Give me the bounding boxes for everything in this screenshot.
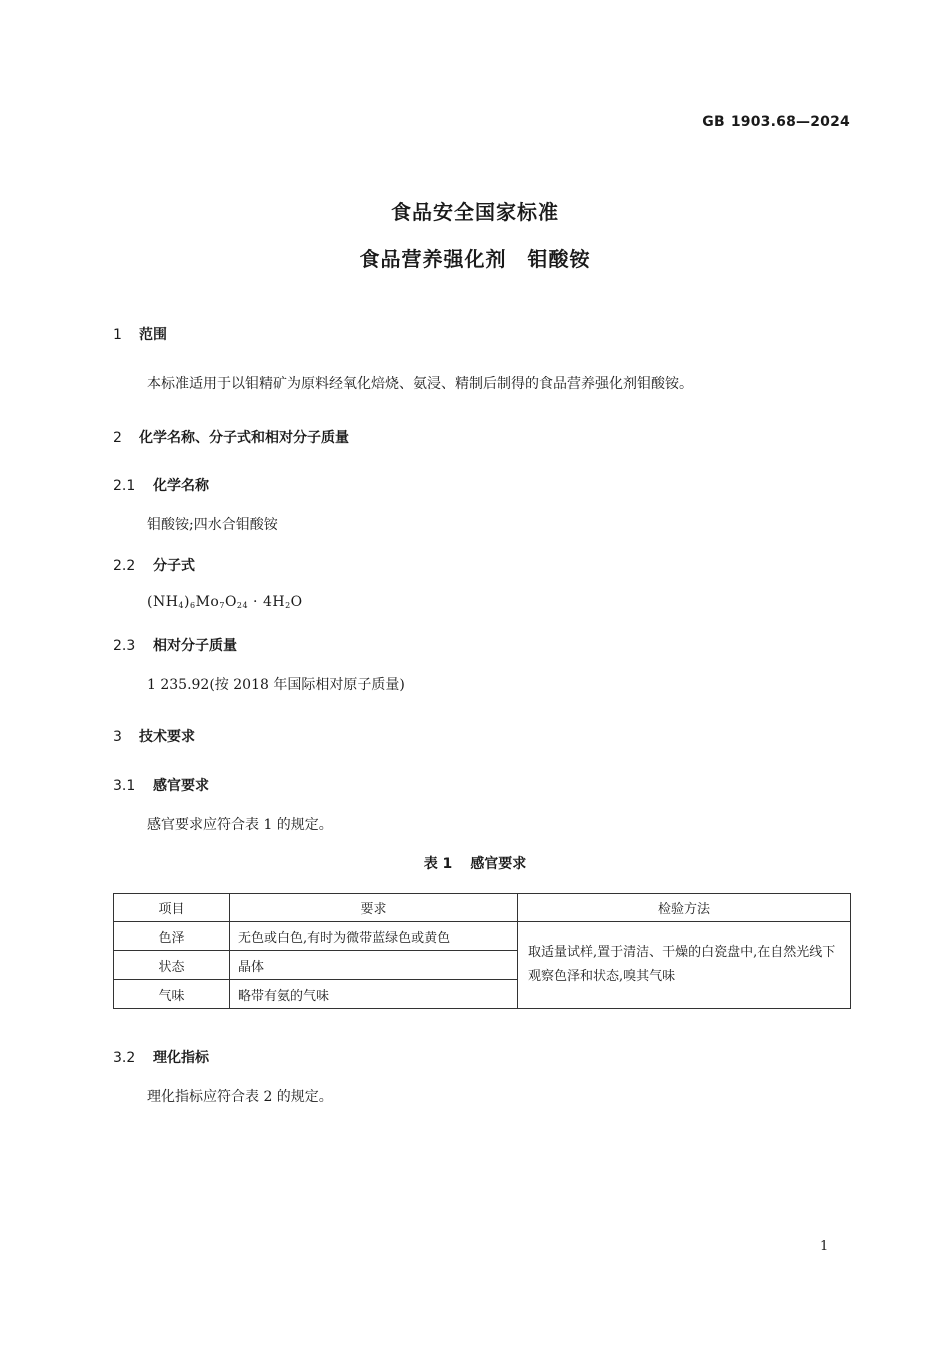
table-label: 表 1 (423, 856, 453, 872)
column-header: 要求 (230, 894, 518, 922)
section-number: 3.1 (113, 778, 136, 794)
requirement-cell: 略带有氨的气味 (230, 980, 518, 1009)
section-3-2-text: 理化指标应符合表 2 的规定。 (147, 1089, 333, 1105)
requirement-cell: 晶体 (230, 951, 518, 980)
document-subtitle: 食品营养强化剂 钼酸铵 (359, 247, 591, 271)
table-1-caption (0, 853, 950, 873)
chemical-name: 钼酸铵;四水合钼酸铵 (147, 517, 278, 533)
section-2-heading (113, 427, 349, 447)
item-cell: 色泽 (114, 922, 230, 951)
section-3-heading (113, 726, 195, 746)
section-title: 分子式 (153, 558, 195, 574)
section-2-3-heading (113, 635, 237, 655)
section-2-2-heading (113, 555, 195, 575)
section-number: 2.2 (113, 558, 136, 574)
document-title: 食品安全国家标准 (391, 200, 559, 224)
section-3-1-text: 感官要求应符合表 1 的规定。 (147, 817, 333, 833)
item-cell: 状态 (114, 951, 230, 980)
column-header: 项目 (114, 894, 230, 922)
section-3-1-heading (113, 775, 209, 795)
table-header-row (114, 894, 851, 922)
sensory-requirements-table (113, 893, 851, 1009)
requirement-cell: 无色或白色,有时为微带蓝绿色或黄色 (230, 922, 518, 951)
section-title: 化学名称、分子式和相对分子质量 (139, 430, 349, 446)
section-2-1-heading (113, 475, 209, 495)
standard-code (702, 114, 850, 130)
section-title: 理化指标 (153, 1050, 209, 1066)
section-number: 2 (113, 430, 122, 446)
column-header: 检验方法 (518, 894, 851, 922)
item-cell: 气味 (114, 980, 230, 1009)
section-1-text: 本标准适用于以钼精矿为原料经氧化焙烧、氨浸、精制后制得的食品营养强化剂钼酸铵。 (147, 376, 693, 392)
table-row (114, 922, 851, 951)
section-title: 化学名称 (153, 478, 209, 494)
section-title: 技术要求 (139, 729, 195, 745)
molecular-formula: $(NH_4)_6Mo_7O_{24} \cdot 4H_2O$ (147, 594, 303, 610)
section-number: 3 (113, 729, 122, 745)
method-cell: 取适量试样,置于清洁、干燥的白瓷盘中,在自然光线下观察色泽和状态,嗅其气味 (518, 922, 851, 1009)
section-3-2-heading (113, 1047, 209, 1067)
section-number: 1 (113, 327, 122, 343)
section-title: 范围 (139, 327, 167, 343)
section-title: 感官要求 (153, 778, 209, 794)
section-number: 2.3 (113, 638, 136, 654)
table-title: 感官要求 (470, 856, 527, 872)
page-number: 1 (820, 1239, 829, 1254)
standard-number: 1903.68—2024 (730, 114, 850, 130)
section-number: 2.1 (113, 478, 136, 494)
standard-prefix: GB (702, 114, 725, 130)
section-number: 3.2 (113, 1050, 136, 1066)
section-title: 相对分子质量 (153, 638, 237, 654)
molecular-mass: 1 235.92(按 2018 年国际相对原子质量) (147, 677, 405, 693)
section-1-heading (113, 324, 167, 344)
